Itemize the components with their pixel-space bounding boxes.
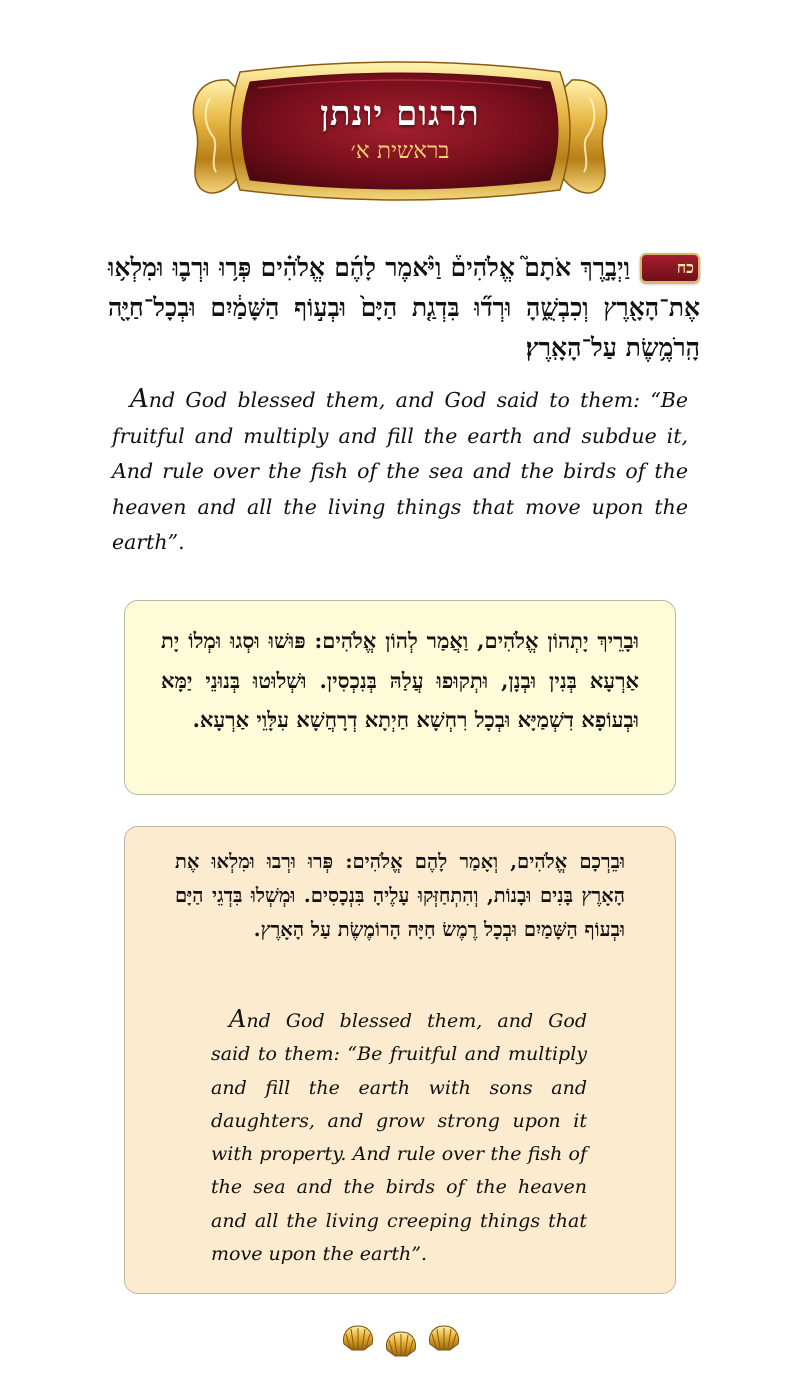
targum-hebrew-text: וּבֵרְכָם אֱלֹהִים, וְאָמַר לָהֶם אֱלֹהִים: פְּרוּ וּרְבוּ וּמִלְאוּ אֶת הָאָרֶץ בָּנִים וּבָנוֹת, וְהִתְחַזְּקוּ עָלֶיהָ בִּנְכָסִים. וּמְשְׁלוּ בִּדְגֵי הַיָּם וּבְעוֹף הַשָּׁמַיִם וּבְכָל רֶמֶשׂ חַיָּה הָרוֹמֶשֶׂת עַל הָאָרֶץ. xyxy=(175,850,625,941)
verse-number-badge: כח xyxy=(640,253,700,283)
header-banner xyxy=(188,58,612,204)
verse-hebrew: וַיְבָ֣רֶךְ אֹתָם֮ אֱלֹהִים֒ וַיֹּ֨אמֶר לָהֶ֜ם אֱלֹהִ֗ים פְּר֥וּ וּרְב֛וּ וּמִלְא֥וּ אֶת־הָאָ֖רֶץ וְכִבְשֻׁ֑הָ וּרְד֞וּ בִּדְגַ֤ת הַיָּם֙ וּבְע֣וֹף הַשָּׁמַ֔יִם וּבְכָל־חַיָּ֖ה הָֽרֹמֶ֥שֶׂת עַל־הָאָֽרֶץ׃ xyxy=(108,253,700,362)
translation-dropcap: A xyxy=(130,384,149,414)
scallop-shell-icon xyxy=(342,1324,374,1352)
scallop-shell-icon xyxy=(428,1324,460,1352)
page-subtitle: בראשית א׳ xyxy=(350,138,450,164)
targum-english-translation xyxy=(211,1003,587,1271)
page-title: תרגום יונתן xyxy=(320,94,480,134)
verse-hebrew-text xyxy=(108,248,700,368)
footer-ornament xyxy=(340,1322,462,1362)
targum-aramaic-text: וּבָרֵיךְ יָתְהוֹן אֱלֹהִים, וַאֲמַר לְהוֹן אֱלֹהִים: פּוּשׁוּ וּסְגוּ וּמְלוֹ יָת אַרְעָא בְּנִין וּבְנָן, וּתְקוּפוּ עֲלַהּ בְּנִכְסִין. וּשְׁלוּטוּ בְּנוּנֵי יַמָּא וּבְעוֹפָא דִשְׁמַיָּא וּבְכָל רִחְשָׁא חַיְתָא דְרָחֲשָׁא עִלָּוֵי אַרְעָא. xyxy=(161,628,639,732)
targum-hebrew-box xyxy=(124,826,676,1294)
scallop-shell-icon xyxy=(385,1330,417,1358)
verse-translation xyxy=(112,382,688,561)
box-translation-dropcap: A xyxy=(229,1005,247,1033)
box-translation-text: nd God blessed them, and God said to them: “Be fruitful and multiply and fill the earth with sons and daughters, and grow strong upon it with property. And rule over the fish of the sea and the birds of the heaven and all the living creeping things that move upon the earth”. xyxy=(211,1010,587,1266)
translation-text: nd God blessed them, and God said to them: “Be fruitful and multiply and fill the earth and subdue it, And rule over the fish of the sea and the birds of the heaven and all the living things that move upon the earth”. xyxy=(112,388,688,555)
targum-aramaic-box xyxy=(124,600,676,795)
